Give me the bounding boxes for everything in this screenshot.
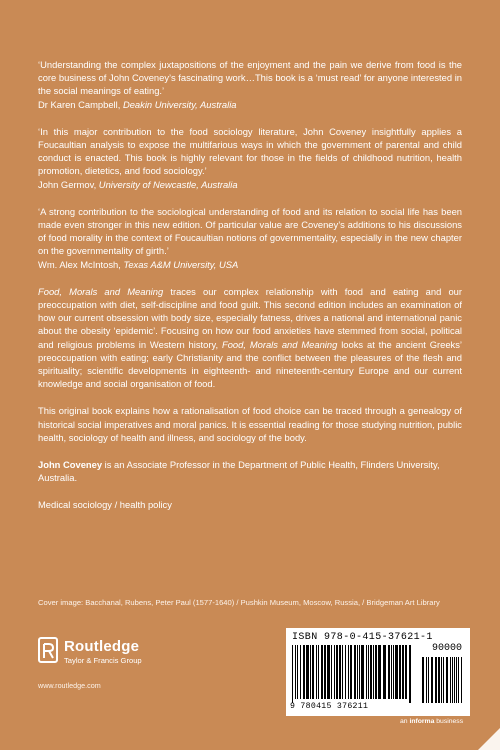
barcode-bar: [321, 645, 323, 699]
barcode-addon-bar: [454, 657, 455, 703]
barcode-bar: [292, 645, 293, 703]
barcode-bar: [331, 645, 332, 699]
barcode-addon-bar: [435, 657, 437, 703]
barcode-bar: [345, 645, 346, 699]
blurb-1: [38, 58, 462, 111]
blurb-author: Wm. Alex McIntosh,: [38, 258, 121, 270]
description-text: looks at the ancient Greeks’ preoccupation with eating; early Christianity and the conflict between the pleasures of the flesh and spirituality; scientific developments in eighteenth- and nineteenth-century Europe and our current knowledge and social organisation of food.: [38, 338, 463, 390]
barcode-bar: [409, 645, 411, 703]
barcode-addon-bar: [456, 657, 457, 703]
barcode-bar: [370, 645, 372, 699]
barcode-addon-bar: [461, 657, 462, 703]
blurb-affiliation: Deakin University, Australia: [122, 98, 237, 110]
blurb-quote: ‘A strong contribution to the sociological understanding of food and its relation to social life has been made even stronger in this new edition. Of particular value are Coveney’s additions to his discussions of food morality in the context of Foucaultian notions of governmentality, especially in the new chapter on the governmentality of girth.’: [38, 205, 462, 257]
blurb-affiliation: Texas A&M University, USA: [123, 258, 239, 270]
barcode-bar: [339, 645, 341, 699]
barcode-bar: [391, 645, 392, 699]
barcode-bar: [306, 645, 309, 699]
author-bio-text: is an Associate Professor in the Department of Public Health, Flinders University, Australia.: [38, 459, 440, 484]
barcode-bar: [357, 645, 358, 699]
barcode-bar: [312, 645, 314, 699]
barcode-bar: [300, 645, 301, 699]
publisher-url: www.routledge.com: [38, 681, 101, 690]
publisher-logo: [38, 636, 188, 680]
blurb-attribution: [38, 178, 462, 191]
barcode-bar: [399, 645, 401, 699]
book-title: Food, Morals and Meaning: [38, 285, 164, 297]
barcode-bar: [327, 645, 330, 699]
barcode-addon-bar: [431, 657, 433, 703]
barcode-bar: [303, 645, 305, 699]
barcode-bar: [348, 645, 349, 699]
isbn-text: ISBN 978-0-415-37621-1: [292, 632, 433, 643]
barcode-bar: [373, 645, 374, 699]
barcode-bar: [336, 645, 338, 699]
blurb-attribution: [38, 258, 462, 271]
barcode-bar: [375, 645, 377, 699]
publisher-name: Routledge: [64, 638, 140, 655]
barcode-bar: [334, 645, 335, 699]
blurb-quote: ‘In this major contribution to the food sociology literature, John Coveney insightfully applies a Foucaultian analysis to expose the multifarious ways in which the government of parental and child conduct is enacted. This book is highly relevant for those in the fields of childhood nutrition, health promotion, dietetics, and food sociology.’: [38, 125, 462, 177]
barcode-addon-bar: [450, 657, 451, 703]
barcode-addon-bar: [428, 657, 429, 703]
barcode-bar: [395, 645, 398, 699]
barcode-addon-bar: [452, 657, 453, 703]
barcode-bar: [316, 645, 317, 699]
publisher-subtitle: Taylor & Francis Group: [64, 656, 142, 665]
barcode-bar: [388, 645, 390, 699]
barcode-bar: [342, 645, 343, 699]
barcode-addon-bar: [458, 657, 459, 703]
barcode-addon-bar: [443, 657, 444, 703]
informa-suffix: business: [434, 718, 464, 725]
barcode-bar: [324, 645, 326, 699]
description-text: traces our complex relationship with food and eating and our preoccupation with diet, self-discipline and food guilt. This second edition includes an examination of how our current obsession with body size, especially fatness, drives a national and international panic about the obesity ‘epidemic’. Focusing on how our food anxieties have stemmed from social, political and religious problems in Western history,: [38, 285, 462, 350]
subject-category: Medical sociology / health policy: [38, 499, 172, 511]
cover-image-credit: Cover image: Bacchanal, Rubens, Peter Paul (1577-1640) / Pushkin Museum, Moscow, Russia, / Bridgeman Art Library: [38, 598, 440, 607]
informa-name: informa: [409, 718, 435, 725]
barcode-addon-bar: [446, 657, 448, 703]
barcode-addon-bar: [422, 657, 424, 703]
book-title: Food, Morals and Meaning: [221, 338, 338, 350]
back-cover-text: [38, 58, 462, 526]
informa-prefix: an: [400, 718, 410, 725]
barcode-bar: [368, 645, 369, 699]
barcode-bar: [383, 645, 386, 699]
barcode-bar: [366, 645, 367, 699]
routledge-r-logo-icon: [38, 636, 60, 666]
barcode-bar: [402, 645, 404, 699]
barcode-bar: [359, 645, 360, 699]
barcode-bar: [405, 645, 407, 699]
blurb-2: [38, 125, 462, 191]
barcode-bar: [354, 645, 356, 699]
barcode-addon-bar: [438, 657, 440, 703]
blurb-attribution: [38, 98, 462, 111]
book-description: [38, 285, 462, 391]
blurb-author: John Germov,: [38, 178, 97, 190]
blurb-author: Dr Karen Campbell,: [38, 98, 121, 110]
barcode-bar: [378, 645, 381, 699]
isbn-barcode: [286, 628, 470, 716]
blurb-affiliation: University of Newcastle, Australia: [98, 178, 238, 190]
blurb-3: [38, 205, 462, 271]
barcode-addon-bar: [426, 657, 427, 703]
barcode-bar: [310, 645, 311, 699]
author-name: John Coveney: [38, 459, 103, 471]
price-addon-number: 90000: [431, 643, 462, 654]
author-bio: [38, 458, 462, 484]
barcode-icon: [292, 645, 466, 703]
book-summary: This original book explains how a rationalisation of food choice can be traced through a genealogy of historical social imperatives and moral panics. It is essential reading for those studying nutrition, public health, sociology of health and illness, and sociology of the body.: [38, 405, 462, 443]
corner-mark-icon: [474, 728, 500, 750]
informa-business-label: [400, 718, 463, 725]
barcode-digits: 9 780415 376211: [290, 702, 369, 711]
barcode-bar: [350, 645, 352, 699]
barcode-bar: [295, 645, 296, 699]
barcode-bar: [297, 645, 298, 699]
barcode-bar: [393, 645, 394, 699]
barcode-bar: [318, 645, 319, 699]
barcode-bar: [361, 645, 364, 699]
blurb-quote: ‘Understanding the complex juxtapositions of the enjoyment and the pain we derive from food is the core business of John Coveney’s fascinating work…This book is a ‘must read’ for anyone interested in the social meanings of eating.’: [38, 59, 462, 97]
barcode-addon-bar: [441, 657, 442, 703]
